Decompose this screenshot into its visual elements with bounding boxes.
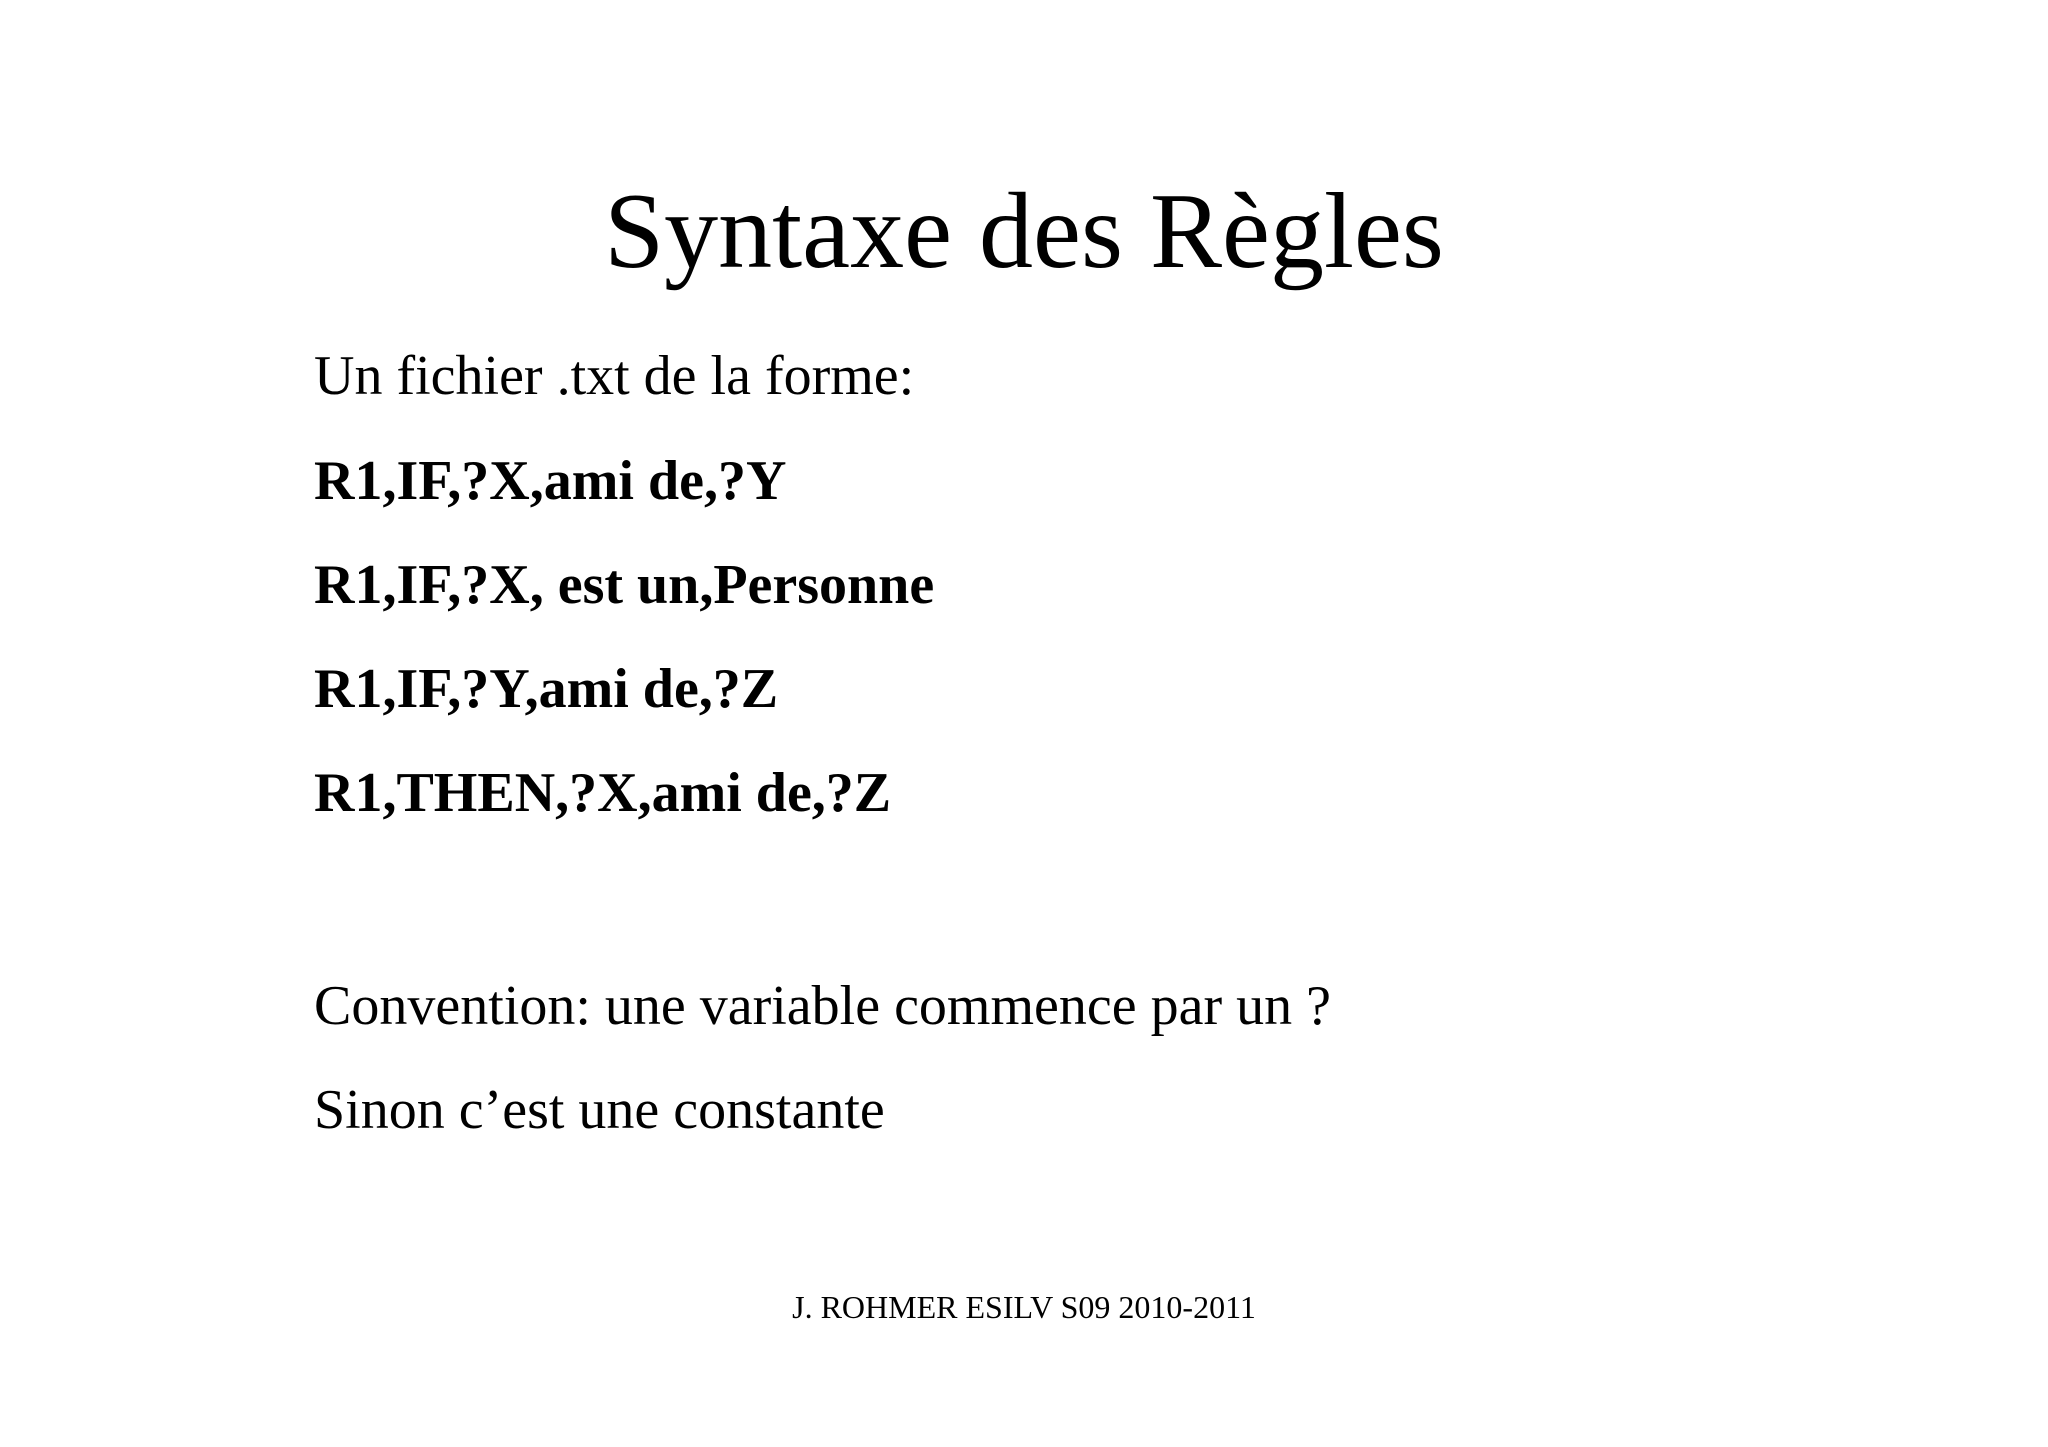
slide-title: Syntaxe des Règles [604, 172, 1444, 291]
rule-line: R1,IF,?X, est un,Personne [314, 554, 935, 616]
rule-line: R1,IF,?Y,ami de,?Z [314, 658, 779, 720]
slide-footer: J. ROHMER ESILV S09 2010-2011 [792, 1289, 1256, 1325]
rule-line: R1,IF,?X,ami de,?Y [314, 450, 787, 512]
intro-text: Un fichier .txt de la forme: [314, 345, 915, 407]
constant-note: Sinon c’est une constante [314, 1079, 885, 1141]
rule-line: R1,THEN,?X,ami de,?Z [314, 762, 892, 824]
convention-note: Convention: une variable commence par un ? [314, 975, 1331, 1037]
